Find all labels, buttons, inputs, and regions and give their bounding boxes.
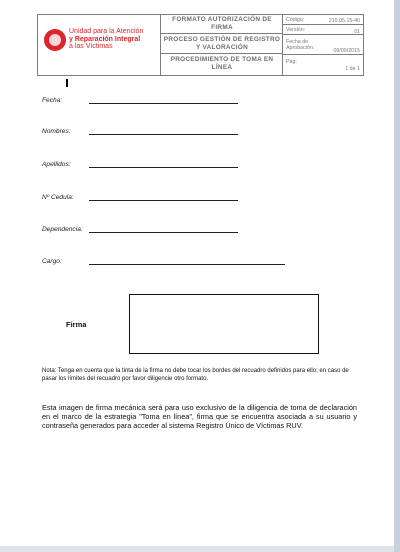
header-table [37, 14, 364, 76]
signature-box[interactable] [129, 294, 319, 354]
logo-cell [38, 15, 161, 75]
logo-line-3: a las Víctimas [69, 43, 113, 50]
dependencia-label: Dependencia: [42, 226, 83, 233]
fecha-aprobacion-row [283, 35, 363, 55]
apellidos-line[interactable] [89, 167, 238, 168]
version-row [283, 25, 363, 35]
version-label: Versión: [286, 27, 306, 33]
pagina-label: Pág: [286, 59, 297, 65]
cargo-line[interactable] [89, 264, 285, 265]
process-title: PROCESO GESTIÓN DE REGISTRO Y VALORACIÓN [161, 34, 283, 54]
note-text: Nota: Tenga en cuenta que la tinta de la firma no debe tocar los bordes del recuadro definidos para ello; en caso de pasar los límites del recuadro por favor diligencie otro formato. [42, 368, 349, 382]
usage-paragraph: Esta imagen de firma mecánica será para uso exclusivo de la diligencia de toma de declaración en el marco de la estrategia "Toma en línea", firma que se encuentra asociada a su usuario y contraseña generados para acceder al sistema Registro Único de Víctimas RUV. [42, 403, 357, 430]
logo-text [69, 28, 159, 51]
codigo-value: 210.05.15-40 [328, 18, 360, 24]
nombres-line[interactable] [89, 134, 238, 135]
apellidos-label: Apellidos: [42, 161, 71, 168]
page-right-shadow [394, 0, 400, 552]
fecha-aprobacion-label: Fecha de Aprobación: [286, 39, 315, 51]
fecha-line[interactable] [89, 103, 238, 104]
page-bottom-shadow [0, 546, 394, 552]
cedula-line[interactable] [89, 200, 238, 201]
codigo-label: Código: [286, 17, 305, 23]
nombres-label: Nombres: [42, 128, 71, 135]
metadata-cell [283, 15, 363, 75]
logo-line-2: y Reparación Integral [69, 35, 141, 43]
fecha-aprobacion-value: 09/09/2015 [333, 48, 360, 54]
pagina-row [283, 55, 363, 75]
fecha-label: Fecha: [42, 97, 63, 104]
pagina-value: 1 de 1 [345, 66, 360, 72]
colombia-seal-icon [44, 29, 66, 51]
logo-line-1: Unidad para la Atención [69, 28, 144, 35]
document-title: FORMATO AUTORIZACIÓN DE FIRMA [161, 16, 283, 34]
codigo-row [283, 15, 363, 25]
cedula-label: Nº Cedula: [42, 194, 74, 201]
cargo-label: Cargo: [42, 258, 62, 265]
text-cursor [66, 79, 68, 87]
firma-label: Firma [66, 320, 87, 329]
procedure-title: PROCEDIMIENTO DE TOMA EN LÍNEA [170, 56, 274, 71]
dependencia-line[interactable] [89, 232, 238, 233]
version-value: 01 [354, 29, 360, 35]
title-cell [161, 15, 283, 75]
